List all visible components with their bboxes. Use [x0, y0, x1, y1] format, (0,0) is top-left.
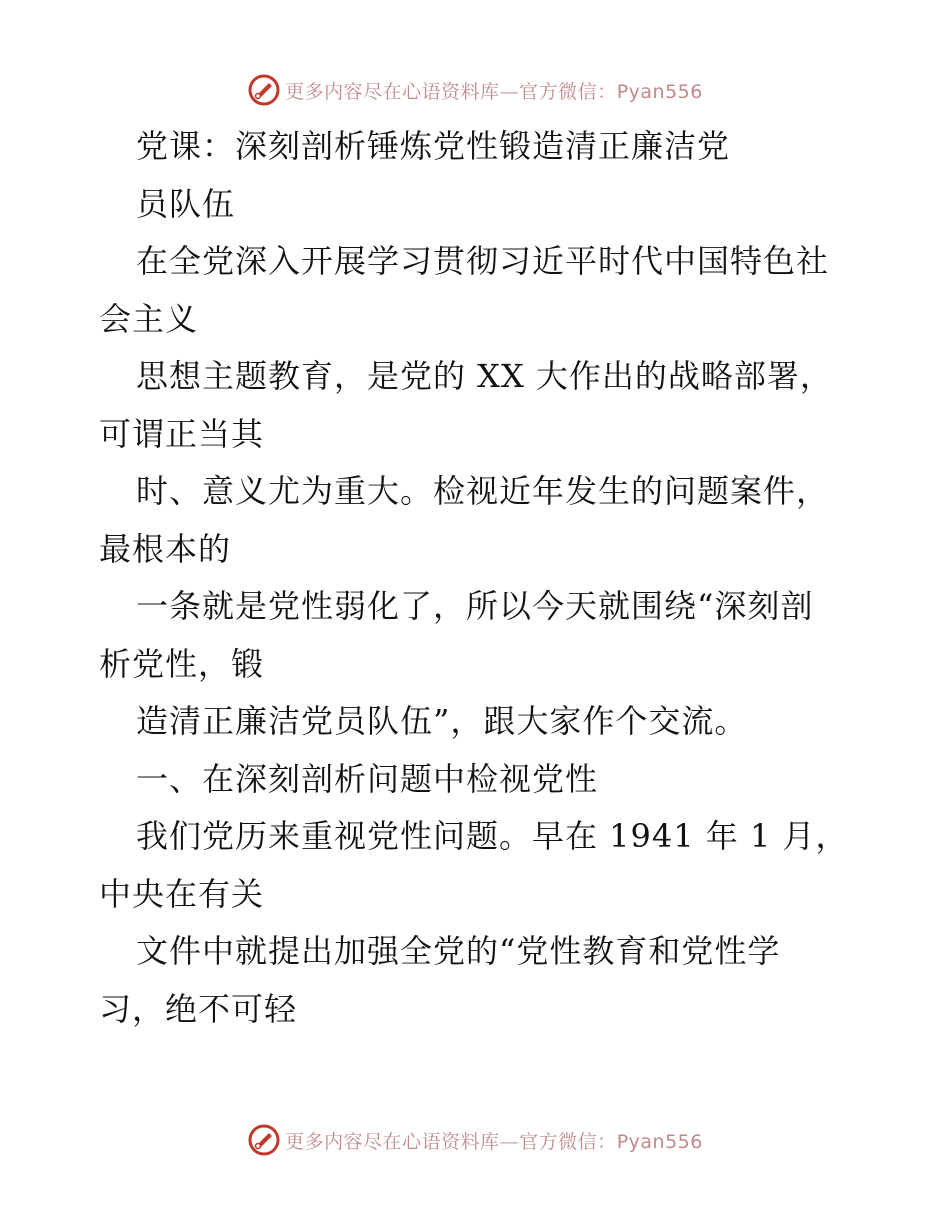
- footer-watermark: [0, 1120, 950, 1160]
- brand-logo-icon: [247, 73, 281, 107]
- doc-line: 析党性，锻: [99, 644, 265, 683]
- watermark-text: [285, 77, 703, 104]
- watermark-brand: 更多内容尽在心语资料库: [285, 80, 500, 103]
- watermark-separator: —: [499, 1130, 520, 1153]
- document-body: [99, 118, 859, 1038]
- doc-line: 时、意义尤为重大。检视近年发生的问题案件，: [136, 472, 830, 510]
- watermark-contact-label: 官方微信：: [519, 1130, 617, 1153]
- watermark-contact-id: Pyan556: [616, 80, 703, 103]
- doc-line: 在全党深入开展学习贯彻习近平时代中国特色社: [136, 242, 830, 280]
- doc-line: 会主义: [99, 299, 199, 338]
- doc-line: 中央在有关: [99, 874, 265, 913]
- doc-line: 一条就是党性弱化了，所以今天就围绕“深刻剖: [136, 587, 814, 625]
- header-watermark: [0, 70, 950, 110]
- watermark-separator: —: [499, 80, 520, 103]
- doc-section-heading: 一、在深刻剖析问题中检视党性: [136, 759, 599, 798]
- doc-line: 最根本的: [99, 529, 232, 568]
- doc-line: 习，绝不可轻: [99, 989, 298, 1028]
- doc-line: 可谓正当其: [99, 414, 265, 453]
- brand-logo-icon: [247, 1123, 281, 1157]
- doc-line: 思想主题教育，是党的 XX 大作出的战略部署，: [136, 357, 833, 395]
- watermark-contact-id: Pyan556: [616, 1130, 703, 1153]
- doc-line-title: 党课：深刻剖析锤炼党性锻造清正廉洁党: [136, 127, 731, 165]
- doc-line-title-cont: 员队伍: [136, 184, 236, 223]
- doc-line: 造清正廉洁党员队伍”，跟大家作个交流。: [136, 702, 748, 740]
- watermark-contact-label: 官方微信：: [519, 80, 617, 103]
- doc-line: 我们党历来重视党性问题。早在 1941 年 1 月，: [136, 817, 849, 855]
- doc-line: 文件中就提出加强全党的“党性教育和党性学: [136, 932, 781, 970]
- watermark-brand: 更多内容尽在心语资料库: [285, 1130, 500, 1153]
- watermark-text: [285, 1127, 703, 1154]
